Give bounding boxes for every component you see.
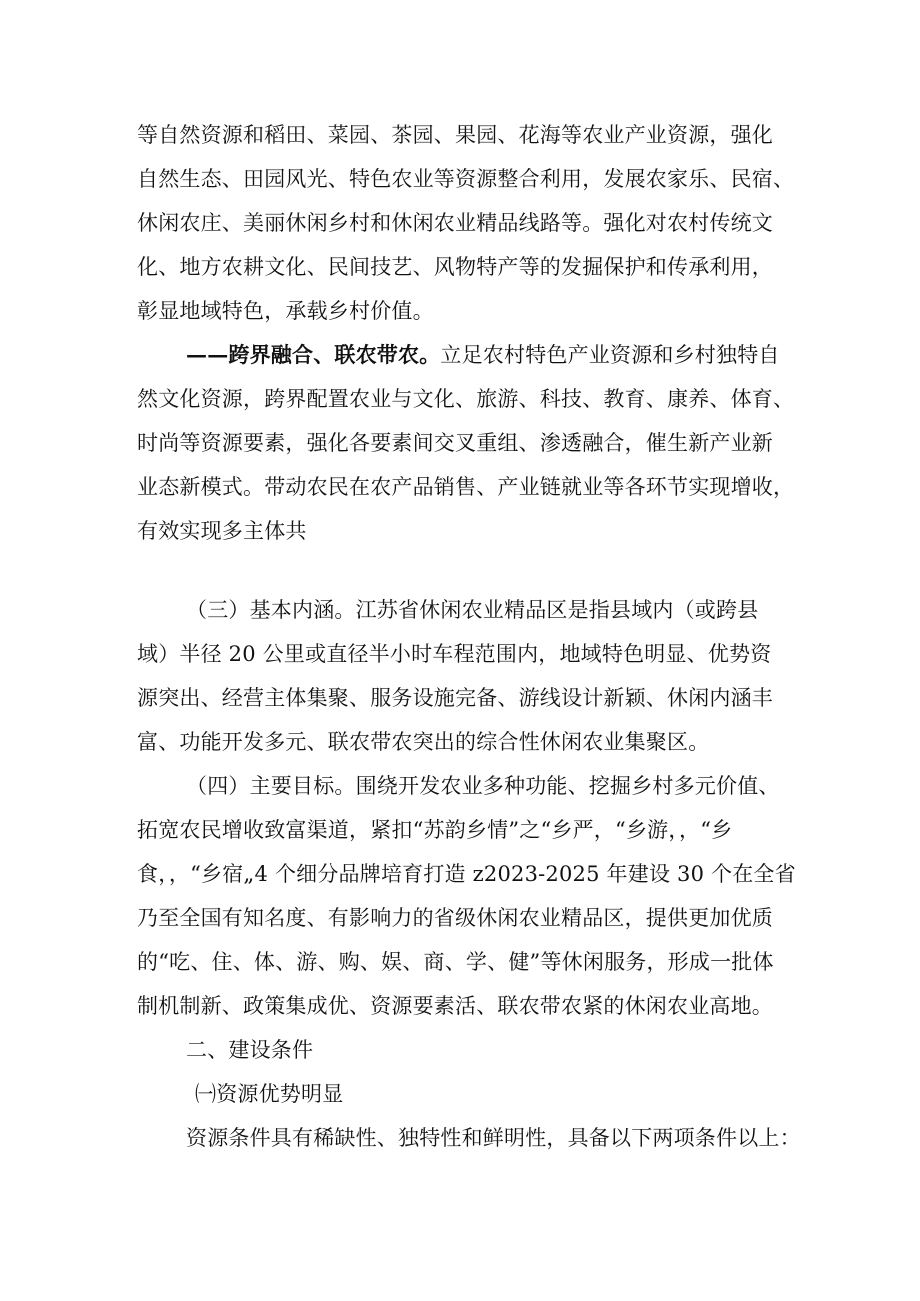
paragraph3-line-2: 域）半径 20 公里或直径半小时车程范围内，地域特色明显、优势资	[137, 642, 772, 666]
paragraph1-line-1: 等自然资源和稻田、菜园、茶园、果园、花海等农业产业资源，强化	[137, 123, 773, 147]
paragraph2-heading: ——跨界融合、联农带农。	[186, 342, 441, 367]
paragraph2-line-4: 业态新模式。带动农民在农产品销售、产业链就业等各环节实现增收，	[137, 475, 795, 499]
paragraph2-line-1	[186, 341, 780, 369]
paragraph2-first-line-rest: 立足农村特色产业资源和乡村独特自	[440, 343, 780, 367]
paragraph3-line-1: （三）基本内涵。江苏省休闲农业精品区是指县域内（或跨县	[186, 598, 759, 622]
paragraph2-line-2: 然文化资源，跨界配置农业与文化、旅游、科技、教育、康养、体育、	[137, 387, 795, 411]
paragraph4-line-3: 食，，“乡宿„4 个细分品牌培育打造 z2023-2025 年建设 30 个在全省	[137, 862, 796, 886]
paragraph4-line-6: 制机制新、政策集成优、资源要素活、联农带农紧的休闲农业高地。	[137, 994, 773, 1018]
paragraph2-line-3: 时尚等资源要素，强化各要素间交叉重组、渗透融合，催生新产业新	[137, 431, 773, 455]
section2-title: 二、建设条件	[186, 1038, 314, 1062]
paragraph4-line-5: 的“吃、住、体、游、购、娱、商、学、健”等休闲服务，形成一批体	[137, 950, 774, 974]
paragraph2-line-5: 有效实现多主体共	[137, 519, 307, 543]
paragraph3-line-3: 源突出、经营主体集聚、服务设施完备、游线设计新颖、休闲内涵丰	[137, 686, 773, 710]
paragraph3-line-4: 富、功能开发多元、联农带农突出的综合性休闲农业集聚区。	[137, 730, 710, 754]
paragraph4-line-2: 拓宽农民增收致富渠道，紧扣“苏韵乡情”之“乡严，“乡游，，“乡	[137, 818, 733, 842]
section2-subtitle: ㈠资源优势明显	[195, 1082, 344, 1106]
paragraph1-line-2: 自然生态、田园风光、特色农业等资源整合利用，发展农家乐、民宿、	[137, 167, 795, 191]
paragraph1-line-3: 休闲农庄、美丽休闲乡村和休闲农业精品线路等。强化对农村传统文	[137, 211, 773, 235]
section2-body: 资源条件具有稀缺性、独特性和鲜明性，具备以下两项条件以上：	[186, 1126, 801, 1150]
paragraph1-line-4: 化、地方农耕文化、民间技艺、风物特产等的发掘保护和传承利用，	[137, 255, 773, 279]
paragraph1-line-5: 彰显地域特色，承载乡村价值。	[137, 299, 434, 323]
paragraph4-line-4: 乃至全国有知名度、有影响力的省级休闲农业精品区，提供更加优质	[137, 906, 773, 930]
paragraph4-line-1: （四）主要目标。围绕开发农业多种功能、挖掘乡村多元价值、	[186, 774, 780, 798]
